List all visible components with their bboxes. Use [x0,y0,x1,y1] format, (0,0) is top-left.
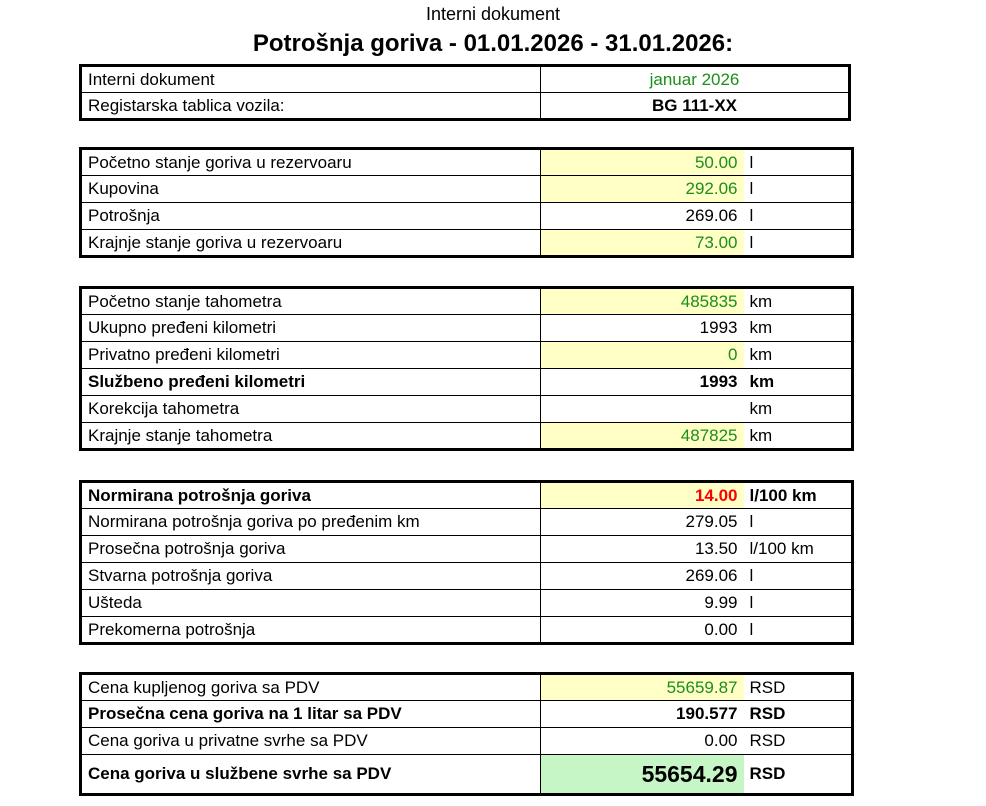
fuel-start-label[interactable]: Početno stanje goriva u rezervoaru [81,149,541,176]
purchased-price-value[interactable]: 55659.87 [541,674,744,701]
actual-consumption-label[interactable]: Stvarna potrošnja goriva [81,563,541,590]
odo-business-value[interactable]: 1993 [541,369,744,396]
odo-end-label[interactable]: Krajnje stanje tahometra [81,423,541,450]
fuel-start-unit: l [744,149,853,176]
norm-rate-label[interactable]: Normirana potrošnja goriva [81,482,541,509]
odo-private-label[interactable]: Privatno pređeni kilometri [81,342,541,369]
actual-consumption-value[interactable]: 269.06 [541,563,744,590]
table-row [81,149,853,176]
table-row [81,482,853,509]
plate-value[interactable]: BG 111-XX [541,93,850,120]
odo-start-unit: km [744,288,853,315]
fuel-end-value[interactable]: 73.00 [541,230,744,257]
norm-rate-value[interactable]: 14.00 [541,482,744,509]
odo-correction-unit: km [744,396,853,423]
private-price-value[interactable]: 0.00 [541,728,744,755]
odo-business-unit: km [744,369,853,396]
business-price-unit: RSD [744,755,853,795]
odo-private-unit: km [744,342,853,369]
savings-label[interactable]: Ušteda [81,590,541,617]
fuel-start-value[interactable]: 50.00 [541,149,744,176]
table-row [81,66,850,93]
odo-total-unit: km [744,315,853,342]
fuel-consumption-unit: l [744,203,853,230]
business-price-label[interactable]: Cena goriva u službene svrhe sa PDV [81,755,541,795]
odo-private-value[interactable]: 0 [541,342,744,369]
table-row [81,342,853,369]
norm-table [79,480,854,645]
avg-consumption-value[interactable]: 13.50 [541,536,744,563]
document-header: Interni dokument [425,4,561,24]
doc-period-value[interactable]: januar 2026 [541,66,850,93]
table-row [81,203,853,230]
table-row [81,93,850,120]
odo-total-value[interactable]: 1993 [541,315,744,342]
private-price-label[interactable]: Cena goriva u privatne svrhe sa PDV [81,728,541,755]
business-price-value[interactable]: 55654.29 [541,755,744,795]
fuel-purchase-value[interactable]: 292.06 [541,176,744,203]
table-row [81,396,853,423]
table-row [81,509,853,536]
odo-start-label[interactable]: Početno stanje tahometra [81,288,541,315]
info-table [79,64,851,121]
avg-price-value[interactable]: 190.577 [541,701,744,728]
norm-rate-unit: l/100 km [744,482,853,509]
page-title: Potrošnja goriva - 01.01.2026 - 31.01.2026: [252,30,734,57]
excess-consumption-value[interactable]: 0.00 [541,617,744,644]
fuel-purchase-unit: l [744,176,853,203]
odo-end-unit: km [744,423,853,450]
table-row [81,674,853,701]
table-row [81,701,853,728]
fuel-end-label[interactable]: Krajnje stanje goriva u rezervoaru [81,230,541,257]
excess-consumption-unit: l [744,617,853,644]
doc-label[interactable]: Interni dokument [81,66,541,93]
fuel-consumption-label[interactable]: Potrošnja [81,203,541,230]
table-row [81,176,853,203]
odo-correction-label[interactable]: Korekcija tahometra [81,396,541,423]
avg-consumption-unit: l/100 km [744,536,853,563]
table-row [81,617,853,644]
table-row [81,755,853,795]
norm-by-km-unit: l [744,509,853,536]
private-price-unit: RSD [744,728,853,755]
fuel-table [79,147,854,258]
actual-consumption-unit: l [744,563,853,590]
purchased-price-label[interactable]: Cena kupljenog goriva sa PDV [81,674,541,701]
table-row [81,563,853,590]
savings-value[interactable]: 9.99 [541,590,744,617]
table-row [81,315,853,342]
norm-by-km-label[interactable]: Normirana potrošnja goriva po pređenim km [81,509,541,536]
excess-consumption-label[interactable]: Prekomerna potrošnja [81,617,541,644]
fuel-purchase-label[interactable]: Kupovina [81,176,541,203]
table-row [81,369,853,396]
avg-price-unit: RSD [744,701,853,728]
table-row [81,590,853,617]
table-row [81,728,853,755]
table-row [81,230,853,257]
odo-start-value[interactable]: 485835 [541,288,744,315]
purchased-price-unit: RSD [744,674,853,701]
table-row [81,288,853,315]
avg-consumption-label[interactable]: Prosečna potrošnja goriva [81,536,541,563]
odo-end-value[interactable]: 487825 [541,423,744,450]
odo-correction-value[interactable] [541,396,744,423]
odo-business-label[interactable]: Službeno pređeni kilometri [81,369,541,396]
plate-label[interactable]: Registarska tablica vozila: [81,93,541,120]
avg-price-label[interactable]: Prosečna cena goriva na 1 litar sa PDV [81,701,541,728]
table-row [81,423,853,450]
fuel-consumption-value[interactable]: 269.06 [541,203,744,230]
fuel-end-unit: l [744,230,853,257]
odometer-table [79,286,854,451]
savings-unit: l [744,590,853,617]
price-table [79,672,854,796]
odo-total-label[interactable]: Ukupno pređeni kilometri [81,315,541,342]
table-row [81,536,853,563]
norm-by-km-value[interactable]: 279.05 [541,509,744,536]
